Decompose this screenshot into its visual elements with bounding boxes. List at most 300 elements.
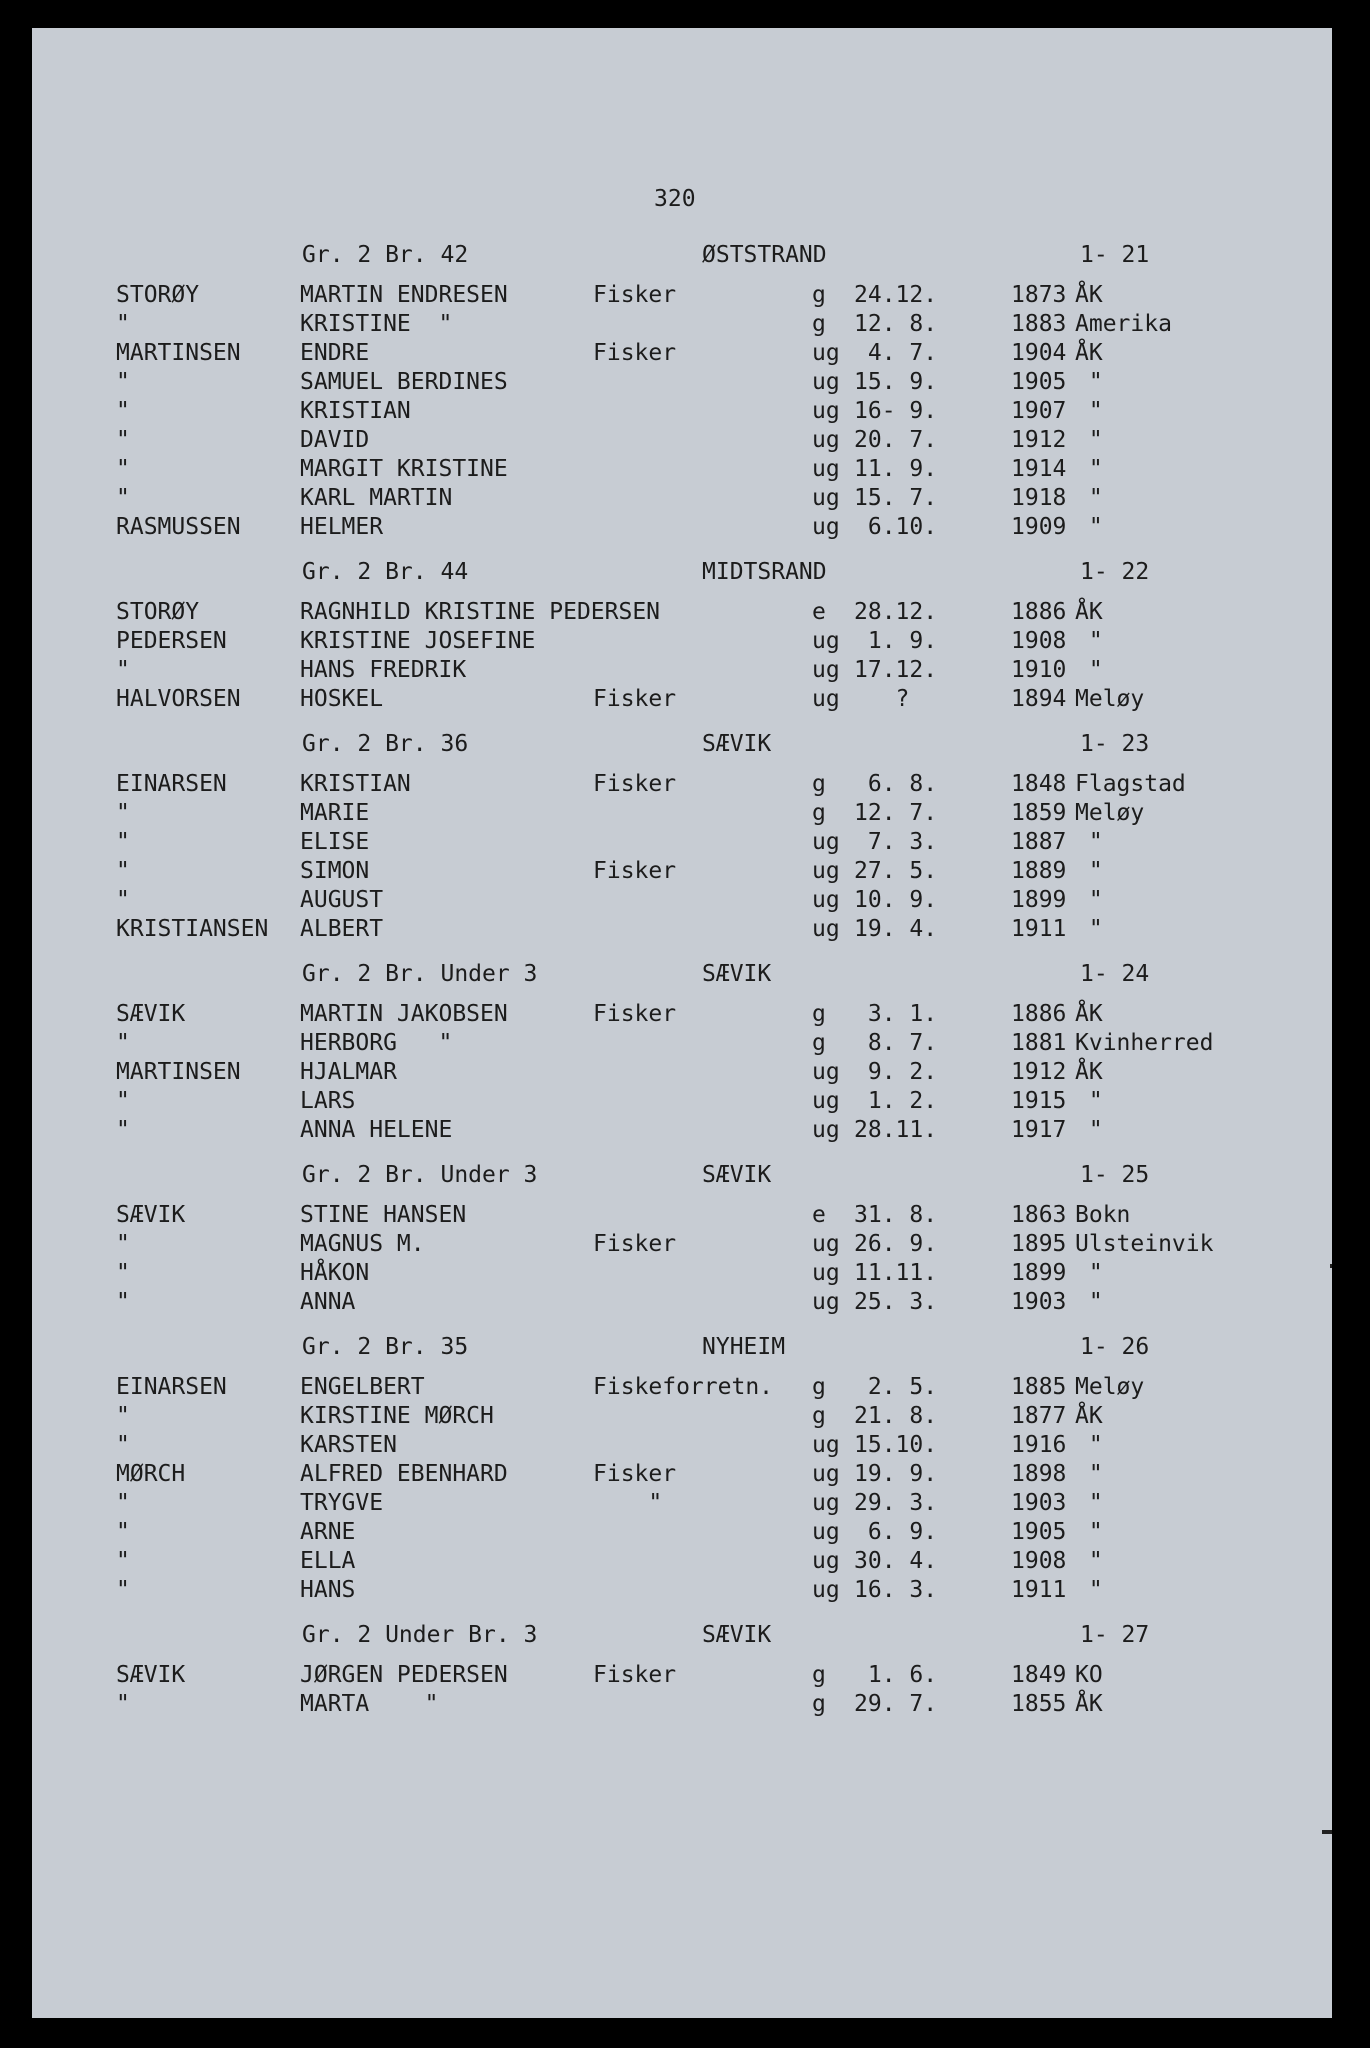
- birth-place: ": [1075, 1117, 1103, 1143]
- birth-date: 15.10.: [854, 1432, 938, 1458]
- birth-date: 25. 3.: [854, 1289, 938, 1315]
- birth-place: Flagstad: [1075, 771, 1186, 797]
- occupation: Fisker: [593, 1461, 677, 1487]
- surname: ": [116, 1519, 130, 1545]
- given-names: ENGELBERT: [300, 1374, 425, 1400]
- surname: ": [116, 800, 130, 826]
- civil-status: ug: [812, 369, 840, 395]
- birth-place: ÅK: [1075, 340, 1103, 366]
- given-names: ELLA: [300, 1548, 356, 1574]
- birth-year: 1914: [1011, 456, 1067, 482]
- section-gap: [32, 543, 1332, 557]
- civil-status: g: [812, 1001, 826, 1027]
- birth-place: Bokn: [1075, 1202, 1131, 1228]
- occupation: Fisker: [593, 282, 677, 308]
- group-number: Gr. 2 Under Br. 3: [302, 1622, 538, 1648]
- given-names: ALFRED EBENHARD: [300, 1461, 508, 1487]
- surname: ": [116, 485, 130, 511]
- place-name: NYHEIM: [702, 1334, 786, 1360]
- civil-status: ug: [812, 1577, 840, 1603]
- birth-place: ": [1075, 1577, 1103, 1603]
- birth-year: 1894: [1011, 686, 1067, 712]
- civil-status: ug: [812, 887, 840, 913]
- birth-date: 16- 9.: [854, 398, 938, 424]
- birth-year: 1911: [1011, 916, 1067, 942]
- birth-place: Ulsteinvik: [1075, 1231, 1214, 1257]
- given-names: KRISTINE ": [300, 311, 453, 337]
- person-row: [32, 1030, 1332, 1059]
- person-row: [32, 485, 1332, 514]
- surname: ": [116, 1432, 130, 1458]
- civil-status: ug: [812, 1289, 840, 1315]
- birth-year: 1909: [1011, 514, 1067, 540]
- civil-status: ug: [812, 1260, 840, 1286]
- birth-place: Meløy: [1075, 800, 1145, 826]
- occupation: Fisker: [593, 1001, 677, 1027]
- person-row: [32, 398, 1332, 427]
- civil-status: ug: [812, 1088, 840, 1114]
- birth-date: 28.12.: [854, 599, 938, 625]
- civil-status: ug: [812, 340, 840, 366]
- surname: ": [116, 1260, 130, 1286]
- civil-status: ug: [812, 485, 840, 511]
- birth-year: 1912: [1011, 1059, 1067, 1085]
- given-names: HELMER: [300, 514, 384, 540]
- given-names: HANS FREDRIK: [300, 657, 467, 683]
- census-register: [32, 240, 1332, 1734]
- birth-date: 29. 3.: [854, 1490, 938, 1516]
- birth-year: 1911: [1011, 1577, 1067, 1603]
- person-row: [32, 829, 1332, 858]
- birth-place: ÅK: [1075, 1403, 1103, 1429]
- given-names: STINE HANSEN: [300, 1202, 467, 1228]
- birth-place: ": [1075, 628, 1103, 654]
- civil-status: g: [812, 800, 826, 826]
- section-header: [32, 557, 1332, 599]
- birth-year: 1915: [1011, 1088, 1067, 1114]
- section-header: [32, 729, 1332, 771]
- surname: ": [116, 1403, 130, 1429]
- place-name: SÆVIK: [702, 1162, 772, 1188]
- birth-year: 1873: [1011, 282, 1067, 308]
- birth-place: ": [1075, 887, 1103, 913]
- person-row: [32, 1548, 1332, 1577]
- given-names: KRISTIAN: [300, 771, 411, 797]
- birth-year: 1889: [1011, 858, 1067, 884]
- person-row: [32, 1260, 1332, 1289]
- surname: ": [116, 1088, 130, 1114]
- occupation: ": [593, 1490, 663, 1516]
- surname: KRISTIANSEN: [116, 916, 269, 942]
- birth-date: 12. 8.: [854, 311, 938, 337]
- given-names: HERBORG ": [300, 1030, 453, 1056]
- birth-place: ": [1075, 916, 1103, 942]
- section-header: [32, 240, 1332, 282]
- place-name: MIDTSRAND: [702, 559, 827, 585]
- birth-place: ": [1075, 456, 1103, 482]
- reference-number: 1- 27: [1080, 1622, 1150, 1648]
- birth-date: 1. 6.: [854, 1662, 938, 1688]
- surname: ": [116, 369, 130, 395]
- given-names: ENDRE: [300, 340, 370, 366]
- surname: ": [116, 1289, 130, 1315]
- person-row: [32, 858, 1332, 887]
- birth-year: 1886: [1011, 1001, 1067, 1027]
- person-row: [32, 1059, 1332, 1088]
- birth-date: 16. 3.: [854, 1577, 938, 1603]
- birth-date: 27. 5.: [854, 858, 938, 884]
- birth-place: ": [1075, 1461, 1103, 1487]
- civil-status: ug: [812, 427, 840, 453]
- birth-place: ": [1075, 1432, 1103, 1458]
- given-names: LARS: [300, 1088, 356, 1114]
- birth-year: 1849: [1011, 1662, 1067, 1688]
- given-names: MARTIN JAKOBSEN: [300, 1001, 508, 1027]
- birth-year: 1903: [1011, 1289, 1067, 1315]
- section-gap: [32, 715, 1332, 729]
- given-names: RAGNHILD KRISTINE PEDERSEN: [300, 599, 661, 625]
- section-gap: [32, 1146, 1332, 1160]
- surname: ": [116, 1490, 130, 1516]
- occupation: Fisker: [593, 340, 677, 366]
- birth-date: 10. 9.: [854, 887, 938, 913]
- section-header: [32, 1160, 1332, 1202]
- birth-date: 7. 3.: [854, 829, 938, 855]
- surname: ": [116, 1577, 130, 1603]
- surname: ": [116, 887, 130, 913]
- birth-year: 1912: [1011, 427, 1067, 453]
- birth-date: 26. 9.: [854, 1231, 938, 1257]
- surname: ": [116, 1691, 130, 1717]
- birth-year: 1917: [1011, 1117, 1067, 1143]
- reference-number: 1- 25: [1080, 1162, 1150, 1188]
- household-section: [32, 557, 1332, 729]
- birth-date: 28.11.: [854, 1117, 938, 1143]
- civil-status: g: [812, 282, 826, 308]
- birth-date: 4. 7.: [854, 340, 938, 366]
- birth-year: 1905: [1011, 1519, 1067, 1545]
- given-names: ANNA HELENE: [300, 1117, 453, 1143]
- civil-status: ug: [812, 1461, 840, 1487]
- person-row: [32, 1519, 1332, 1548]
- place-name: SÆVIK: [702, 961, 772, 987]
- birth-place: ": [1075, 398, 1103, 424]
- person-row: [32, 1490, 1332, 1519]
- birth-date: 1. 2.: [854, 1088, 938, 1114]
- occupation: Fisker: [593, 686, 677, 712]
- person-row: [32, 800, 1332, 829]
- birth-year: 1907: [1011, 398, 1067, 424]
- section-gap: [32, 1318, 1332, 1332]
- birth-place: ": [1075, 1088, 1103, 1114]
- surname: ": [116, 1030, 130, 1056]
- civil-status: ug: [812, 1059, 840, 1085]
- given-names: MARGIT KRISTINE: [300, 456, 508, 482]
- birth-date: 6. 9.: [854, 1519, 938, 1545]
- surname: ": [116, 1231, 130, 1257]
- person-row: [32, 1374, 1332, 1403]
- birth-year: 1908: [1011, 1548, 1067, 1574]
- given-names: ELISE: [300, 829, 370, 855]
- given-names: HOSKEL: [300, 686, 384, 712]
- birth-year: 1883: [1011, 311, 1067, 337]
- birth-year: 1903: [1011, 1490, 1067, 1516]
- reference-number: 1- 24: [1080, 961, 1150, 987]
- civil-status: ug: [812, 1432, 840, 1458]
- birth-date: 12. 7.: [854, 800, 938, 826]
- occupation: Fisker: [593, 1231, 677, 1257]
- person-row: [32, 311, 1332, 340]
- page-number: 320: [654, 186, 696, 212]
- surname: SÆVIK: [116, 1202, 186, 1228]
- surname: MARTINSEN: [116, 1059, 241, 1085]
- surname: RASMUSSEN: [116, 514, 241, 540]
- household-section: [32, 240, 1332, 557]
- person-row: [32, 514, 1332, 543]
- civil-status: ug: [812, 858, 840, 884]
- given-names: ARNE: [300, 1519, 356, 1545]
- surname: PEDERSEN: [116, 628, 227, 654]
- person-row: [32, 916, 1332, 945]
- person-row: [32, 1001, 1332, 1030]
- birth-place: ÅK: [1075, 599, 1103, 625]
- civil-status: ug: [812, 456, 840, 482]
- birth-date: 15. 9.: [854, 369, 938, 395]
- surname: ": [116, 427, 130, 453]
- civil-status: ug: [812, 628, 840, 654]
- given-names: ANNA: [300, 1289, 356, 1315]
- person-row: [32, 1432, 1332, 1461]
- birth-place: ": [1075, 1490, 1103, 1516]
- civil-status: e: [812, 1202, 826, 1228]
- birth-place: ÅK: [1075, 282, 1103, 308]
- person-row: [32, 427, 1332, 456]
- birth-date: 21. 8.: [854, 1403, 938, 1429]
- given-names: KRISTINE JOSEFINE: [300, 628, 536, 654]
- section-header: [32, 959, 1332, 1001]
- given-names: JØRGEN PEDERSEN: [300, 1662, 508, 1688]
- civil-status: g: [812, 311, 826, 337]
- birth-place: Meløy: [1075, 1374, 1145, 1400]
- surname: ": [116, 858, 130, 884]
- birth-place: ": [1075, 1289, 1103, 1315]
- birth-date: 24.12.: [854, 282, 938, 308]
- person-row: [32, 1403, 1332, 1432]
- birth-date: 20. 7.: [854, 427, 938, 453]
- given-names: HANS: [300, 1577, 356, 1603]
- person-row: [32, 887, 1332, 916]
- birth-year: 1886: [1011, 599, 1067, 625]
- birth-place: ": [1075, 514, 1103, 540]
- birth-year: 1908: [1011, 628, 1067, 654]
- civil-status: ug: [812, 1519, 840, 1545]
- person-row: [32, 1662, 1332, 1691]
- document-page: [32, 28, 1332, 2018]
- person-row: [32, 686, 1332, 715]
- birth-year: 1881: [1011, 1030, 1067, 1056]
- civil-status: ug: [812, 1117, 840, 1143]
- household-section: [32, 1332, 1332, 1620]
- birth-year: 1885: [1011, 1374, 1067, 1400]
- surname: ": [116, 311, 130, 337]
- group-number: Gr. 2 Br. 42: [302, 242, 469, 268]
- person-row: [32, 1461, 1332, 1490]
- reference-number: 1- 23: [1080, 731, 1150, 757]
- person-row: [32, 340, 1332, 369]
- edge-mark: [1330, 1264, 1332, 1268]
- birth-place: ": [1075, 858, 1103, 884]
- section-gap: [32, 945, 1332, 959]
- birth-date: 17.12.: [854, 657, 938, 683]
- civil-status: g: [812, 1374, 826, 1400]
- birth-date: 1. 9.: [854, 628, 938, 654]
- section-gap: [32, 1720, 1332, 1734]
- birth-date: 11.11.: [854, 1260, 938, 1286]
- given-names: SIMON: [300, 858, 370, 884]
- birth-place: Meløy: [1075, 686, 1145, 712]
- civil-status: ug: [812, 514, 840, 540]
- birth-place: ": [1075, 657, 1103, 683]
- civil-status: ug: [812, 1548, 840, 1574]
- given-names: AUGUST: [300, 887, 384, 913]
- birth-place: ": [1075, 1260, 1103, 1286]
- household-section: [32, 729, 1332, 959]
- reference-number: 1- 21: [1080, 242, 1150, 268]
- person-row: [32, 1577, 1332, 1606]
- birth-date: 19. 4.: [854, 916, 938, 942]
- reference-number: 1- 26: [1080, 1334, 1150, 1360]
- birth-date: 19. 9.: [854, 1461, 938, 1487]
- section-gap: [32, 1606, 1332, 1620]
- surname: STORØY: [116, 282, 200, 308]
- civil-status: g: [812, 1662, 826, 1688]
- surname: ": [116, 829, 130, 855]
- birth-place: ÅK: [1075, 1001, 1103, 1027]
- given-names: HJALMAR: [300, 1059, 397, 1085]
- group-number: Gr. 2 Br. 36: [302, 731, 469, 757]
- person-row: [32, 1289, 1332, 1318]
- birth-place: ": [1075, 427, 1103, 453]
- group-number: Gr. 2 Br. Under 3: [302, 961, 538, 987]
- birth-year: 1916: [1011, 1432, 1067, 1458]
- person-row: [32, 369, 1332, 398]
- birth-place: ": [1075, 829, 1103, 855]
- surname: MARTINSEN: [116, 340, 241, 366]
- surname: ": [116, 1117, 130, 1143]
- birth-year: 1877: [1011, 1403, 1067, 1429]
- civil-status: ug: [812, 1231, 840, 1257]
- birth-date: 3. 1.: [854, 1001, 938, 1027]
- birth-place: ": [1075, 1519, 1103, 1545]
- birth-place: ÅK: [1075, 1059, 1103, 1085]
- given-names: DAVID: [300, 427, 370, 453]
- person-row: [32, 282, 1332, 311]
- occupation: Fisker: [593, 771, 677, 797]
- given-names: SAMUEL BERDINES: [300, 369, 508, 395]
- birth-year: 1899: [1011, 1260, 1067, 1286]
- birth-date: 30. 4.: [854, 1548, 938, 1574]
- civil-status: ug: [812, 657, 840, 683]
- occupation: Fiskeforretn.: [593, 1374, 774, 1400]
- civil-status: g: [812, 1030, 826, 1056]
- birth-year: 1904: [1011, 340, 1067, 366]
- group-number: Gr. 2 Br. 35: [302, 1334, 469, 1360]
- section-header: [32, 1332, 1332, 1374]
- household-section: [32, 1160, 1332, 1332]
- civil-status: g: [812, 771, 826, 797]
- given-names: TRYGVE: [300, 1490, 384, 1516]
- given-names: KARL MARTIN: [300, 485, 453, 511]
- given-names: MARTA ": [300, 1691, 439, 1717]
- person-row: [32, 1117, 1332, 1146]
- birth-year: 1910: [1011, 657, 1067, 683]
- occupation: Fisker: [593, 858, 677, 884]
- surname: ": [116, 456, 130, 482]
- reference-number: 1- 22: [1080, 559, 1150, 585]
- birth-place: Amerika: [1075, 311, 1172, 337]
- birth-year: 1895: [1011, 1231, 1067, 1257]
- given-names: KRISTIAN: [300, 398, 411, 424]
- birth-year: 1918: [1011, 485, 1067, 511]
- birth-place: ": [1075, 1548, 1103, 1574]
- household-section: [32, 1620, 1332, 1734]
- birth-place: ÅK: [1075, 1691, 1103, 1717]
- given-names: KARSTEN: [300, 1432, 397, 1458]
- birth-place: ": [1075, 369, 1103, 395]
- birth-year: 1887: [1011, 829, 1067, 855]
- surname: SÆVIK: [116, 1001, 186, 1027]
- person-row: [32, 599, 1332, 628]
- birth-year: 1848: [1011, 771, 1067, 797]
- given-names: HÅKON: [300, 1260, 370, 1286]
- birth-date: 2. 5.: [854, 1374, 938, 1400]
- birth-year: 1899: [1011, 887, 1067, 913]
- group-number: Gr. 2 Br. 44: [302, 559, 469, 585]
- birth-date: ?: [854, 686, 910, 712]
- birth-year: 1859: [1011, 800, 1067, 826]
- surname: ": [116, 398, 130, 424]
- birth-date: 9. 2.: [854, 1059, 938, 1085]
- birth-date: 6. 8.: [854, 771, 938, 797]
- edge-mark: [1322, 1830, 1332, 1834]
- surname: ": [116, 1548, 130, 1574]
- civil-status: ug: [812, 398, 840, 424]
- civil-status: ug: [812, 916, 840, 942]
- surname: ": [116, 657, 130, 683]
- given-names: KIRSTINE MØRCH: [300, 1403, 494, 1429]
- person-row: [32, 456, 1332, 485]
- civil-status: g: [812, 1691, 826, 1717]
- birth-date: 11. 9.: [854, 456, 938, 482]
- occupation: Fisker: [593, 1662, 677, 1688]
- birth-place: KO: [1075, 1662, 1103, 1688]
- surname: MØRCH: [116, 1461, 186, 1487]
- given-names: MAGNUS M.: [300, 1231, 425, 1257]
- surname: STORØY: [116, 599, 200, 625]
- given-names: ALBERT: [300, 916, 384, 942]
- birth-place: ": [1075, 485, 1103, 511]
- person-row: [32, 1202, 1332, 1231]
- person-row: [32, 771, 1332, 800]
- civil-status: e: [812, 599, 826, 625]
- given-names: MARIE: [300, 800, 370, 826]
- civil-status: ug: [812, 1490, 840, 1516]
- place-name: SÆVIK: [702, 1622, 772, 1648]
- place-name: SÆVIK: [702, 731, 772, 757]
- birth-year: 1898: [1011, 1461, 1067, 1487]
- household-section: [32, 959, 1332, 1160]
- civil-status: g: [812, 1403, 826, 1429]
